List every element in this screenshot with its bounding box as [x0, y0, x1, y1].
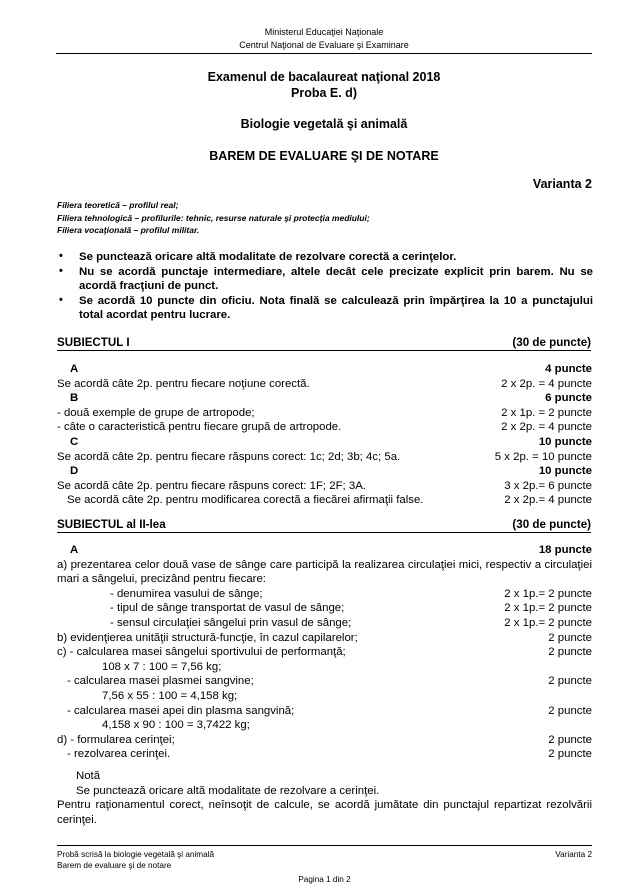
row-label: Se acordă câte 2p. pentru fiecare răspuns corect: 1c; 2d; 3b; 4c; 5a.	[57, 450, 401, 463]
row-points: 2 puncte	[548, 733, 592, 746]
table-row	[57, 435, 592, 450]
row-points: 2 puncte	[548, 631, 592, 644]
row-label: - denumirea vasului de sânge;	[110, 587, 263, 600]
row-label: b) evidenţierea unităţii structură-funcţie, în cazul capilarelor;	[57, 631, 358, 644]
nota-line-2: Pentru raţionamentul corect, neînsoţit de calcule, se acordă jumătate din punctajul repartizat rezolvării cerinţei.	[57, 799, 592, 826]
row-points: 3 x 2p.= 6 puncte	[504, 479, 592, 492]
table-row	[57, 645, 592, 660]
bullet-icon: •	[59, 294, 63, 306]
center-line: Centrul Naţional de Evaluare şi Examinare	[239, 39, 409, 50]
row-points: 2 x 1p.= 2 puncte	[504, 587, 592, 600]
list-item-label: Se acordă 10 puncte din oficiu. Nota finală se calculează prin împărţirea la 10 a punctajului total acordat pentru lucrare.	[79, 295, 593, 321]
row-label: D	[70, 465, 79, 478]
nota-line-1: Se punctează oricare altă modalitate de rezolvare a cerinţei.	[76, 784, 380, 797]
row-label: - sensul circulaţiei sângelui prin vasul de sânge;	[110, 616, 352, 629]
footer-rule	[57, 845, 592, 846]
row-points: 2 x 1p. = 2 puncte	[501, 406, 592, 419]
table-row	[57, 543, 592, 558]
table-row	[57, 362, 592, 377]
table-row	[57, 616, 592, 631]
section-heading-subiectul-2	[57, 518, 591, 533]
exam-subject: Biologie vegetală şi animală	[240, 117, 408, 131]
footer-top-row	[57, 849, 592, 860]
bullet-icon: •	[59, 250, 63, 262]
table-row	[57, 631, 592, 646]
row-points: 10 puncte	[538, 435, 592, 448]
list-item	[57, 250, 593, 264]
table-row	[57, 420, 592, 435]
row-points: 2 x 1p.= 2 puncte	[504, 616, 592, 629]
row-points: 2 puncte	[548, 704, 592, 717]
table-row	[57, 464, 592, 479]
table-row	[57, 391, 592, 406]
grading-notes-list	[57, 250, 593, 323]
bullet-icon: •	[59, 265, 63, 277]
table-row	[57, 587, 592, 602]
row-points: 2 puncte	[548, 748, 592, 761]
calculation-line: 7,56 x 55 : 100 = 4,158 kg;	[102, 689, 238, 702]
row-label: - calcularea masei plasmei sangvine;	[67, 675, 254, 688]
subiectul-2-rows	[57, 543, 592, 762]
exam-title-line2: Proba E. d)	[291, 85, 357, 100]
table-row	[57, 450, 592, 465]
footer-left-line2: Barem de evaluare şi de notare	[57, 861, 172, 870]
row-label: Se acordă câte 2p. pentru fiecare răspuns corect: 1F; 2F; 3A.	[57, 479, 366, 492]
row-label: c) - calcularea masei sângelui sportivului de performanţă;	[57, 646, 346, 659]
table-row	[57, 493, 592, 508]
row-points: 2 x 2p. = 4 puncte	[501, 377, 592, 390]
row-label: - două exemple de grupe de artropode;	[57, 406, 255, 419]
filiera-vocationala: Filiera vocaţională – profilul militar.	[57, 225, 200, 235]
row-points: 6 puncte	[545, 392, 592, 405]
filiera-block	[57, 199, 593, 237]
subiectul-1-rows	[57, 362, 592, 508]
table-row	[57, 747, 592, 762]
filiera-teoretica: Filiera teoretică – profilul real;	[57, 200, 179, 210]
title-block	[56, 70, 592, 193]
exam-title-line1: Examenul de bacalaureat naţional 2018	[207, 70, 441, 84]
table-row	[57, 479, 592, 494]
table-row	[57, 406, 592, 421]
row-points: 10 puncte	[538, 465, 592, 478]
document-footer	[57, 845, 592, 885]
row-label: - rezolvarea cerinţei.	[67, 748, 171, 761]
section-points: (30 de puncte)	[512, 518, 591, 531]
table-row	[57, 377, 592, 392]
header-rule	[56, 53, 592, 54]
row-points: 18 puncte	[538, 544, 592, 556]
calculation-line: 4,158 x 90 : 100 = 3,7422 kg;	[102, 719, 250, 732]
list-item	[57, 294, 593, 322]
document-header	[56, 26, 592, 54]
footer-left-line1: Probă scrisă la biologie vegetală şi animală	[57, 850, 215, 859]
section-title: SUBIECTUL al II-lea	[57, 518, 166, 531]
nota-block	[57, 769, 592, 827]
table-row	[57, 704, 592, 719]
table-row	[57, 674, 592, 689]
row-points: 4 puncte	[545, 363, 592, 375]
row-points: 5 x 2p. = 10 puncte	[494, 450, 592, 463]
row-label: - calcularea masei apei din plasma sangvină;	[67, 704, 295, 717]
variant-label: Varianta 2	[532, 177, 592, 191]
row-label: - câte o caracteristică pentru fiecare grupă de artropode.	[57, 421, 342, 434]
exam-title	[56, 70, 592, 101]
row-label: B	[70, 392, 79, 405]
row-label: C	[70, 435, 79, 448]
list-item-label: Se punctează oricare altă modalitate de rezolvare corectă a cerinţelor.	[79, 251, 457, 263]
section-points: (30 de puncte)	[512, 336, 591, 349]
list-item-label: Nu se acordă punctaje intermediare, altele decât cele precizate explicit prin barem. Nu se acordă fracţiuni de punct.	[79, 266, 593, 292]
row-points: 2 puncte	[548, 675, 592, 688]
section-title: SUBIECTUL I	[57, 336, 130, 349]
document-type: BAREM DE EVALUARE ŞI DE NOTARE	[209, 148, 439, 163]
nota-title: Notă	[76, 770, 101, 782]
row-label: Se acordă câte 2p. pentru modificarea corectă a fiecărei afirmaţii false.	[67, 494, 424, 507]
row-label: A	[70, 363, 79, 375]
ministry-line: Ministerul Educaţiei Naţionale	[264, 27, 384, 37]
row-points: 2 x 1p.= 2 puncte	[504, 602, 592, 615]
row-label: d) - formularea cerinţei;	[57, 733, 175, 746]
row-label: Se acordă câte 2p. pentru fiecare noţiune corectă.	[57, 377, 310, 390]
footer-page-number: Pagina 1 din 2	[298, 875, 351, 884]
row-points: 2 puncte	[548, 646, 592, 659]
list-item	[57, 265, 593, 293]
section-heading-subiectul-1	[57, 336, 591, 351]
row-label: A	[70, 544, 79, 556]
paragraph-a: a) prezentarea celor două vase de sânge care participă la realizarea circulaţiei mici, respectiv a circulaţiei mari a sângelui, precizând pentru fiecare:	[57, 558, 592, 586]
row-label: - tipul de sânge transportat de vasul de sânge;	[110, 602, 345, 615]
table-row	[57, 601, 592, 616]
row-points: 2 x 2p. = 4 puncte	[501, 421, 592, 434]
table-row	[57, 733, 592, 748]
footer-variant: Varianta 2	[555, 850, 592, 859]
calculation-line: 108 x 7 : 100 = 7,56 kg;	[102, 660, 222, 673]
filiera-tehnologica: Filiera tehnologică – profilurile: tehnic, resurse naturale şi protecţia mediului;	[57, 212, 370, 223]
row-points: 2 x 2p.= 4 puncte	[504, 494, 592, 507]
